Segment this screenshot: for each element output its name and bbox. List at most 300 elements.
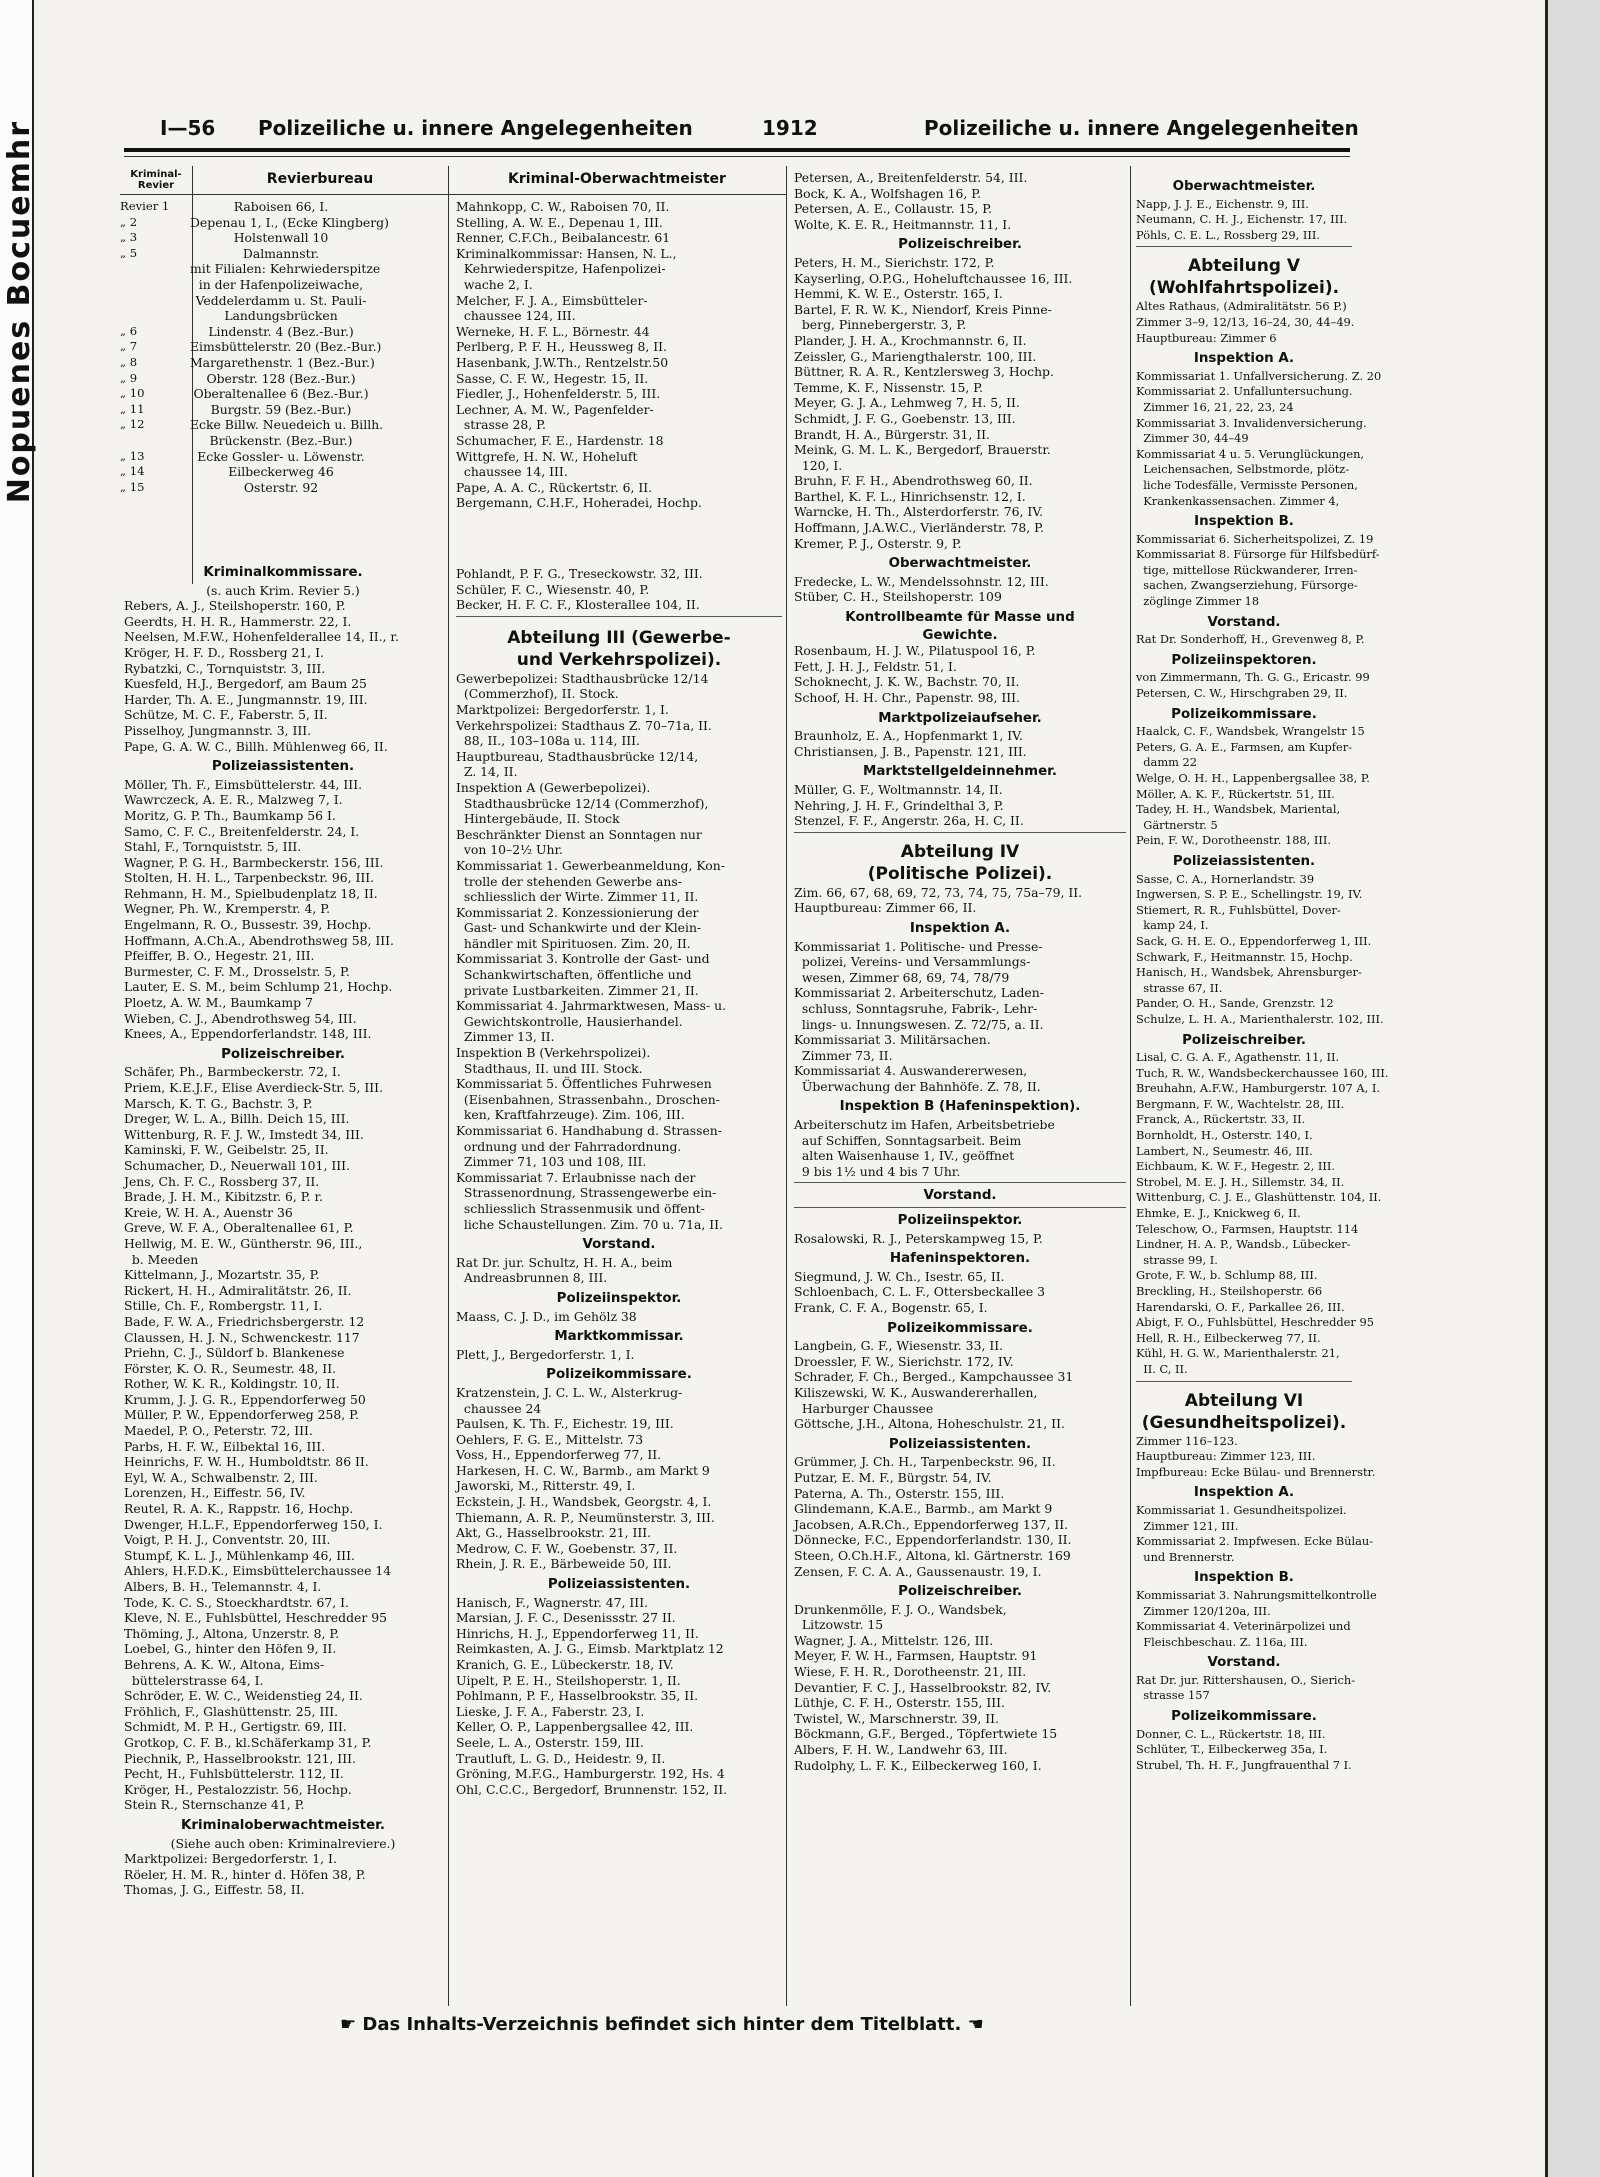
entry-line: Harburger Chaussee: [794, 1400, 934, 1416]
entry-line: Fett, J. H. J., Feldstr. 51, I.: [794, 658, 957, 674]
entry-line: Bergmann, F. W., Wachtelstr. 28, III.: [1136, 1096, 1345, 1111]
entry-line: Sasse, C. A., Hornerlandstr. 39: [1136, 871, 1315, 886]
entry-line: Schütze, M. C. F., Faberstr. 5, II.: [124, 707, 328, 723]
entry-line: Fredecke, L. W., Mendelssohnstr. 12, III.: [794, 573, 1049, 589]
revier-bureau: Veddelerdamm u. St. Pauli-: [195, 292, 367, 308]
entry-line: Rat Dr. Sonderhoff, H., Grevenweg 8, P.: [1136, 632, 1365, 647]
revier-number: [120, 277, 190, 293]
entry-line: von Zimmermann, Th. G. G., Ericastr. 99: [1136, 670, 1370, 685]
column-rule: [1130, 166, 1131, 2006]
entry-line: Zimmer 121, III.: [1136, 1518, 1239, 1533]
revier-number: „ 12: [120, 417, 145, 432]
entry-line: Barthel, K. F. L., Hinrichsenstr. 12, I.: [794, 488, 1026, 504]
entry-line: Schankwirtschaften, öffentliche und: [456, 967, 692, 983]
revier-bureau: Eimsbüttelerstr. 20 (Bez.-Bur.): [190, 339, 382, 355]
entry-line: chaussee 24: [456, 1400, 542, 1416]
page-number: I—56: [160, 116, 216, 140]
heading-vorstand: Vorstand.: [923, 1188, 997, 1204]
entry-line: Haalck, C. F., Wandsbek, Wrangelstr 15: [1136, 724, 1365, 739]
entry-line: Müller, G. F., Woltmannstr. 14, II.: [794, 781, 1003, 797]
revier-row: [120, 199, 448, 215]
entry-line: Schüler, F. C., Wiesenstr. 40, P.: [456, 581, 650, 597]
heading-marktpolizeiaufseher: Marktpolizeiaufseher.: [878, 710, 1042, 726]
entry-line: Pfeiffer, B. O., Hegestr. 21, III.: [124, 948, 315, 964]
entry-line: Inspektion A (Gewerbepolizei).: [456, 779, 651, 795]
entry-line: Impfbureau: Ecke Bülau- und Brennerstr.: [1136, 1464, 1376, 1479]
entry-line: Thiemann, A. R. P., Neumünsterstr. 3, III.: [456, 1509, 715, 1525]
entry-line: Kayserling, O.P.G., Hoheluftchaussee 16, III.: [794, 270, 1073, 286]
entry-line: Zimmer 3–9, 12/13, 16–24, 30, 44–49.: [1136, 314, 1355, 329]
entry-line: Temme, K. F., Nissenstr. 15, P.: [794, 379, 983, 395]
entry-line: Leichensachen, Selbstmorde, plötz-: [1136, 462, 1350, 477]
entry-line: damm 22: [1136, 755, 1198, 770]
col-header-revier: Kriminal- Revier: [130, 169, 182, 191]
entry-line: Hintergebäude, II. Stock: [456, 811, 620, 827]
entry-line: Zeissler, G., Mariengthalerstr. 100, III.: [794, 348, 1037, 364]
entry-line: liche Todesfälle, Vermisste Personen,: [1136, 477, 1358, 492]
revier-bureau: Margarethenstr. 1 (Bez.-Bur.): [190, 354, 375, 370]
entry-line: Bartel, F. R. W. K., Niendorf, Kreis Pinne-: [794, 301, 1052, 317]
entry-line: Hauptbureau: Zimmer 66, II.: [794, 900, 977, 916]
entry-line: Priehn, C. J., Süldorf b. Blankenese: [124, 1345, 345, 1361]
entry-line: Kleve, N. E., Fuhlsbüttel, Heschredder 95: [124, 1610, 387, 1626]
entry-line: Kommissariat 3. Invalidenversicherung.: [1136, 415, 1367, 430]
entry-line: Bock, K. A., Wolfshagen 16, P.: [794, 185, 982, 201]
column-2: [456, 566, 782, 1797]
entry-line: Ploetz, A. W. M., Baumkamp 7: [124, 995, 313, 1011]
entry-line: Plander, J. H. A., Krochmannstr. 6, II.: [794, 332, 1027, 348]
footer-note: [340, 2014, 984, 2035]
spine-text: Nopuenes Bocuemhr: [2, 120, 37, 504]
entry-line: Marktpolizei: Bergedorferstr. 1, I.: [124, 1851, 337, 1867]
column-4: [1136, 174, 1389, 1773]
entry-line: (Eisenbahnen, Strassenbahn., Droschen-: [456, 1091, 720, 1107]
revier-number: „ 14: [120, 464, 145, 479]
entry-line: Rosenbaum, H. J. W., Pilatuspool 16, P.: [794, 643, 1036, 659]
revier-bureau: Ecke Gossler- u. Löwenstr.: [197, 448, 365, 464]
entry-line: Kommissariat 4. Jahrmarktwesen, Mass- u.: [456, 998, 727, 1014]
revier-bureau: Dalmannstr.: [242, 245, 320, 261]
entry-line: wesen, Zimmer 68, 69, 74, 78/79: [794, 969, 1010, 985]
entry-line: Piechnik, P., Hasselbrookstr. 121, III.: [124, 1750, 356, 1766]
revier-row: [120, 215, 448, 231]
revier-bureau: Eilbeckerweg 46: [228, 464, 334, 480]
entry-line: Petersen, A., Breitenfelderstr. 54, III.: [794, 170, 1028, 185]
entry-line: Lüthje, C. F. H., Osterstr. 155, III.: [794, 1695, 1005, 1711]
entry-line: Zimmer 120/120a, III.: [1136, 1603, 1271, 1618]
entry-line: Warncke, H. Th., Alsterdorferstr. 76, IV.: [794, 504, 1044, 520]
heading-inspektion-b: Inspektion B.: [1194, 1570, 1294, 1586]
entry-line: Stadthaus, II. und III. Stock.: [456, 1060, 643, 1076]
entry-line: schluss, Sonntagsruhe, Fabrik-, Lehr-: [794, 1000, 1038, 1016]
revier-row: [120, 339, 448, 355]
revier-row: [120, 480, 448, 496]
entry-line: Droessler, F. W., Sierichstr. 172, IV.: [794, 1353, 1014, 1369]
heading-polizeikommissare: Polizeikommissare.: [546, 1367, 692, 1383]
entry-line: und Brennerstr.: [1136, 1549, 1235, 1564]
entry-line: Trautluft, L. G. D., Heidestr. 9, II.: [456, 1750, 666, 1766]
entry-line: Twistel, W., Marschnerstr. 39, II.: [794, 1710, 999, 1726]
entry-line: Kommissariat 4. Veterinärpolizei und: [1136, 1619, 1351, 1634]
revier-row: [120, 449, 448, 465]
entry-line: Rat Dr. jur. Rittershausen, O., Sierich-: [1136, 1672, 1356, 1687]
entry-line: Pape, G. A. W. C., Billh. Mühlenweg 66, II.: [124, 738, 388, 754]
entry-line: Zimmer 116–123.: [1136, 1433, 1238, 1448]
revier-bureau: Ecke Billw. Neuedeich u. Billh.: [190, 417, 384, 433]
entry-line: Litzowstr. 15: [794, 1617, 884, 1633]
left-running-title: Polizeiliche u. innere Angelegenheiten: [258, 116, 693, 140]
entry-line: Priem, K.E.J.F., Elise Averdieck-Str. 5, III.: [124, 1080, 384, 1095]
revier-row: [120, 230, 448, 246]
entry-line: Hoffmann, J.A.W.C., Vierländerstr. 78, P.: [794, 520, 1044, 536]
revier-number: Revier 1: [120, 199, 170, 213]
entry-line: Eichbaum, K. W. F., Hegestr. 2, III.: [1136, 1159, 1336, 1174]
revier-bureau: Burgstr. 59 (Bez.-Bur.): [210, 401, 352, 417]
revier-row: [120, 402, 448, 418]
entry-line: Maass, C. J. D., im Gehölz 38: [456, 1308, 637, 1324]
entry-line: Bade, F. W. A., Friedrichsbergerstr. 12: [124, 1313, 365, 1329]
entry-line: Meyer, G. J. A., Lehmweg 7, H. 5, II.: [794, 395, 1020, 411]
revier-number: „ 5: [120, 245, 138, 260]
revier-bureau: Landungsbrücken: [224, 308, 338, 324]
entry-line: Ehmke, E. J., Knickweg 6, II.: [1136, 1206, 1301, 1221]
year: 1912: [762, 116, 818, 140]
entry-line: Becker, H. F. C. F., Klosterallee 104, II.: [456, 597, 700, 613]
department-title: Abteilung III (Gewerbe-: [507, 627, 731, 648]
entry-line: Dönnecke, F.C., Eppendorferlandstr. 130, II.: [794, 1532, 1072, 1548]
divider: [456, 616, 782, 617]
entry-line: Langbein, G. F., Wiesenstr. 33, II.: [794, 1338, 1004, 1354]
oberwacht-entry: Bergemann, C.H.F., Hoheradei, Hochp.: [456, 495, 702, 511]
revier-number: „ 3: [120, 230, 138, 245]
heading-kontrollbeamte: Kontrollbeamte für Masse und: [845, 610, 1075, 626]
entry-line: auf Schiffen, Sonntagsarbeit. Beim: [794, 1132, 1022, 1148]
entry-line: Hauptbureau: Zimmer 6: [1136, 330, 1277, 345]
heading-vorstand: Vorstand.: [582, 1237, 656, 1253]
entry-line: Gast- und Schankwirte und der Klein-: [456, 920, 702, 936]
header-rule-thin: [124, 156, 1350, 157]
revier-number: „ 7: [120, 339, 138, 354]
entry-line: Grümmer, J. Ch. H., Tarpenbeckstr. 96, II.: [794, 1454, 1056, 1470]
revier-row: [120, 277, 448, 293]
entry-line: Kommissariat 1. Gesundheitspolizei.: [1136, 1502, 1347, 1517]
entry-line: lings- u. Innungswesen. Z. 72/75, a. II.: [794, 1016, 1044, 1032]
entry-line: Jaworski, M., Ritterstr. 49, I.: [456, 1478, 636, 1494]
entry-line: Müller, P. W., Eppendorferweg 258, P.: [124, 1407, 359, 1423]
entry-line: Rybatzki, C., Tornquiststr. 3, III.: [124, 660, 326, 676]
revier-bureau: Holstenwall 10: [233, 230, 329, 246]
entry-line: Nehring, J. H. F., Grindelthal 3, P.: [794, 797, 1004, 813]
entry-line: Moritz, G. P. Th., Baumkamp 56 I.: [124, 807, 336, 823]
entry-line: Hauptbureau, Stadthausbrücke 12/14,: [456, 748, 699, 764]
entry-line: Teleschow, O., Farmsen, Hauptstr. 114: [1136, 1221, 1359, 1236]
entry-line: Böckmann, G.F., Berged., Töpfertwiete 15: [794, 1726, 1058, 1742]
entry-line: Kranich, G. E., Lübeckerstr. 18, IV.: [456, 1657, 674, 1672]
entry-line: Beschränkter Dienst an Sonntagen nur: [456, 826, 702, 842]
revier-bureau: mit Filialen: Kehrwiederspitze: [190, 261, 381, 277]
heading-marktstellgeldeinnehmer: Marktstellgeldeinnehmer.: [863, 764, 1057, 780]
entry-line: Fleischbeschau. Z. 116a, III.: [1136, 1634, 1308, 1649]
department-subtitle: (Politische Polizei).: [867, 863, 1053, 884]
entry-line: Tadey, H. H., Wandsbek, Mariental,: [1136, 802, 1341, 817]
revier-bureau: Oberstr. 128 (Bez.-Bur.): [206, 370, 356, 386]
entry-line: Stolten, H. H. L., Tarpenbeckstr. 96, III.: [124, 870, 375, 886]
entry-line: Möller, A. K. F., Rückertstr. 51, III.: [1136, 786, 1335, 801]
entry-line: Pander, O. H., Sande, Grenzstr. 12: [1136, 996, 1334, 1011]
entry-line: Stenzel, F. F., Angerstr. 26a, H. C, II.: [794, 813, 1024, 829]
entry-line: Lieske, J. F. A., Faberstr. 23, I.: [456, 1703, 645, 1719]
entry-line: Fröhlich, F., Glashüttenstr. 25, III.: [124, 1703, 339, 1719]
entry-line: Wittenburg, R. F. J. W., Imstedt 34, III.: [124, 1126, 364, 1142]
entry-line: Kommissariat 6. Sicherheitspolizei, Z. 19: [1136, 531, 1374, 546]
entry-line: Rehmann, H. M., Spielbudenplatz 18, II.: [124, 885, 378, 901]
entry-line: Pohlandt, P. F. G., Treseckowstr. 32, III.: [456, 566, 703, 581]
heading-polizeiassistenten: Polizeiassistenten.: [888, 1436, 1032, 1452]
heading-kriminalkommissare: Kriminalkommissare.: [203, 565, 363, 580]
revier-number: „ 15: [120, 479, 145, 494]
entry-line: Abigt, F. O., Fuhlsbüttel, Heschredder 95: [1136, 1315, 1374, 1330]
revier-row: [120, 293, 448, 309]
revier-table-body: [120, 199, 786, 511]
entry-line: Stein R., Sternschanze 41, P.: [124, 1797, 305, 1813]
divider: [794, 832, 1126, 833]
entry-line: Dreger, W. L. A., Billh. Deich 15, III.: [124, 1111, 350, 1127]
right-page-edge: [1545, 0, 1600, 2177]
header-rule: [124, 148, 1350, 152]
entry-line: Akt, G., Hasselbrookstr. 21, III.: [456, 1525, 652, 1541]
entry-line: Rhein, J. R. E., Bärbeweide 50, III.: [456, 1556, 672, 1572]
heading-vorstand: Vorstand.: [1207, 614, 1281, 630]
entry-line: Gewichtskontrolle, Hausierhandel.: [456, 1013, 683, 1029]
oberwacht-entry: Werneke, H. F. L., Börnestr. 44: [456, 323, 650, 339]
heading-polizeikommissare: Polizeikommissare.: [887, 1320, 1033, 1336]
entry-line: Schrader, F. Ch., Berged., Kampchaussee 31: [794, 1369, 1074, 1385]
heading-oberwachtmeister: Oberwachtmeister.: [1172, 179, 1316, 194]
entry-line: Ohl, C.C.C., Bergedorf, Brunnenstr. 152, II.: [456, 1781, 728, 1797]
entry-line: Jacobsen, A.R.Ch., Eppendorferweg 137, II.: [794, 1516, 1069, 1532]
entry-line: Altes Rathaus, (Admiralitätstr. 56 P.): [1136, 299, 1347, 314]
entry-line: Lisal, C. G. A. F., Agathenstr. 11, II.: [1136, 1050, 1340, 1065]
heading-inspektion-b: Inspektion B.: [1194, 514, 1294, 530]
entry-line: Petersen, C. W., Hirschgraben 29, II.: [1136, 686, 1348, 701]
entry-line: Kommissariat 8. Fürsorge für Hilfsbedürf-: [1136, 547, 1380, 562]
entry-line: Göttsche, J.H., Altona, Hoheschulstr. 21, II.: [794, 1416, 1065, 1432]
entry-line: Wiese, F. H. R., Dorotheenstr. 21, III.: [794, 1664, 1027, 1680]
entry-line: Eckstein, J. H., Wandsbek, Georgstr. 4, I.: [456, 1494, 712, 1510]
entry-line: Pisselhoy, Jungmannstr. 3, III.: [124, 722, 312, 738]
entry-line: Kittelmann, J., Mozartstr. 35, P.: [124, 1267, 320, 1283]
entry-line: Marsch, K. T. G., Bachstr. 3, P.: [124, 1095, 313, 1111]
entry-line: Franck, A., Rückertstr. 33, II.: [1136, 1112, 1306, 1127]
revier-number: [120, 433, 190, 449]
divider: [1136, 1381, 1352, 1382]
heading-inspektion-a: Inspektion A.: [1193, 1485, 1295, 1501]
entry-line: Kommissariat 2. Impfwesen. Ecke Bülau-: [1136, 1534, 1374, 1549]
entry-line: Kommissariat 3. Kontrolle der Gast- und: [456, 951, 710, 967]
entry-line: Drunkenmölle, F. J. O., Wandsbek,: [794, 1601, 1007, 1617]
entry-line: Krankenkassensachen. Zimmer 4,: [1136, 493, 1340, 508]
revier-bureau: Raboisen 66, I.: [233, 199, 329, 214]
oberwacht-entry: Mahnkopp, C. W., Raboisen 70, II.: [456, 199, 670, 214]
revier-row: [120, 246, 448, 262]
heading-polizeikommissare: Polizeikommissare.: [1171, 706, 1317, 722]
entry-line: strasse 157: [1136, 1688, 1210, 1703]
entry-line: Wieben, C. J., Abendrothsweg 54, III.: [124, 1010, 357, 1026]
oberwacht-entry: Kehrwiederspitze, Hafenpolizei-: [456, 261, 666, 277]
entry-line: schliesslich der Wirte. Zimmer 11, II.: [456, 889, 699, 905]
entry-line: Peters, H. M., Sierichstr. 172, P.: [794, 254, 995, 270]
entry-line: Kommissariat 3. Militärsachen.: [794, 1032, 991, 1048]
revier-number: „ 11: [120, 401, 145, 416]
revier-bureau: Brückenstr. (Bez.-Bur.): [209, 432, 353, 448]
entry-line: Kröger, H. F. D., Rossberg 21, I.: [124, 644, 324, 660]
revier-bureau: in der Hafenpolizeiwache,: [198, 276, 364, 292]
entry-line: Burmester, C. F. M., Drosselstr. 5, P.: [124, 963, 350, 979]
entry-line: Schoof, H. H. Chr., Papenstr. 98, III.: [794, 690, 1021, 705]
entry-line: Strubel, Th. H. F., Jungfrauenthal 7 I.: [1136, 1757, 1352, 1772]
entry-line: Gärtnerstr. 5: [1136, 817, 1218, 832]
revier-bureau: Oberaltenallee 6 (Bez.-Bur.): [193, 386, 369, 402]
entry-line: Reutel, R. A. K., Rappstr. 16, Hochp.: [124, 1501, 354, 1517]
entry-line: Thöming, J., Altona, Unzerstr. 8, P.: [124, 1625, 340, 1641]
entry-line: Jens, Ch. F. C., Rossberg 37, II.: [124, 1173, 320, 1189]
entry-line: Meink, G. M. L. K., Bergedorf, Brauerstr.: [794, 442, 1051, 458]
entry-line: Hell, R. H., Eilbeckerweg 77, II.: [1136, 1330, 1321, 1345]
oberwacht-entry: Schumacher, F. E., Hardenstr. 18: [456, 432, 664, 448]
entry-line: Kuesfeld, H.J., Bergedorf, am Baum 25: [124, 676, 367, 692]
entry-line: Überwachung der Bahnhöfe. Z. 78, II.: [794, 1078, 1041, 1094]
heading-inspektion-a: Inspektion A.: [1193, 351, 1295, 367]
entry-line: Gewerbepolizei: Stadthausbrücke 12/14: [456, 670, 709, 686]
revier-number: [120, 261, 190, 277]
entry-line: Stahl, F., Tornquiststr. 5, III.: [124, 839, 302, 855]
entry-line: Röeler, H. M. R., hinter d. Höfen 38, P.: [124, 1866, 366, 1882]
heading-inspektion-b: Inspektion B (Hafeninspektion).: [839, 1099, 1081, 1115]
oberwacht-entry: Hasenbank, J.W.Th., Rentzelstr.50: [456, 354, 669, 370]
hand-pointer-icon: ☚: [961, 2014, 984, 2035]
hand-pointer-icon: ☛: [340, 2014, 363, 2035]
entry-line: Wittenburg, C. J. E., Glashüttenstr. 104, II.: [1136, 1190, 1382, 1205]
entry-line: berg, Pinnebergerstr. 3, P.: [794, 317, 967, 333]
divider: [1136, 246, 1352, 247]
oberwacht-entry: Sasse, C. F. W., Hegestr. 15, II.: [456, 370, 649, 386]
left-binding-strip: [0, 0, 37, 2177]
revier-number: „ 8: [120, 354, 138, 369]
entry-line: Reimkasten, A. J. G., Eimsb. Marktplatz 12: [456, 1641, 724, 1657]
heading-polizeiinspektor: Polizeiinspektor.: [556, 1290, 682, 1306]
entry-line: Hemmi, K. W. E., Osterstr. 165, I.: [794, 286, 1003, 302]
entry-line: Kröger, H., Pestalozzistr. 56, Hochp.: [124, 1781, 352, 1797]
entry-line: Kommissariat 4. Auswandererwesen,: [794, 1063, 1028, 1079]
oberwacht-entry: Melcher, F. J. A., Eimsbütteler-: [456, 292, 648, 308]
entry-line: Bornholdt, H., Osterstr. 140, I.: [1136, 1128, 1313, 1143]
directory-page: [120, 104, 1389, 2084]
entry-line: Engelmann, R. O., Bussestr. 39, Hochp.: [124, 917, 372, 933]
entry-line: Claussen, H. J. N., Schwenckestr. 117: [124, 1329, 360, 1345]
oberwacht-entry: Kriminalkommissar: Hansen, N. L.,: [456, 245, 677, 261]
column-3: [794, 170, 1126, 1773]
heading-polizeischreiber: Polizeischreiber.: [898, 237, 1022, 253]
oberwacht-entry: Fiedler, J., Hohenfelderstr. 5, III.: [456, 386, 661, 402]
heading-polizeiinspektoren: Polizeiinspektoren.: [1171, 652, 1317, 668]
entry-line: Tuch, R. W., Wandsbeckerchaussee 160, III.: [1136, 1065, 1389, 1080]
revier-row: [120, 261, 448, 277]
entry-line: Kratzenstein, J. C. L. W., Alsterkrug-: [456, 1384, 683, 1400]
entry-line: Uipelt, P. E. H., Steilshoperstr. 1, II.: [456, 1672, 681, 1688]
entry-line: Napp, J. J. E., Eichenstr. 9, III.: [1136, 196, 1309, 211]
col-header-oberwacht: Kriminal-Oberwachtmeister: [508, 171, 726, 188]
note: (s. auch Krim. Revier 5.): [206, 582, 360, 598]
department-title: Abteilung V: [1187, 256, 1301, 277]
department-subtitle: (Gesundheitspolizei).: [1141, 1412, 1347, 1433]
entry-line: Kremer, P. J., Osterstr. 9, P.: [794, 535, 962, 551]
entry-line: Albers, F. H. W., Landwehr 63, III.: [794, 1742, 1008, 1758]
entry-line: Marktpolizei: Bergedorferstr. 1, I.: [456, 701, 669, 717]
entry-line: Bruhn, F. F. H., Abendrothsweg 60, II.: [794, 473, 1033, 489]
entry-line: Steen, O.Ch.H.F., Altona, kl. Gärtnerstr. 169: [794, 1547, 1071, 1563]
entry-line: Schäfer, Ph., Barmbeckerstr. 72, I.: [124, 1064, 341, 1080]
entry-line: Andreasbrunnen 8, III.: [456, 1270, 608, 1286]
entry-line: Harkesen, H. C. W., Barmb., am Markt 9: [456, 1462, 710, 1478]
oberwacht-entry: strasse 28, P.: [456, 417, 546, 433]
entry-line: Zim. 66, 67, 68, 69, 72, 73, 74, 75, 75a–79, II.: [794, 884, 1083, 900]
entry-line: Pecht, H., Fuhlsbüttelerstr. 112, II.: [124, 1766, 344, 1782]
entry-line: Grotkop, C. F. B., kl.Schäferkamp 31, P.: [124, 1734, 372, 1750]
heading-vorstand: Vorstand.: [1207, 1655, 1281, 1671]
revier-bureau: Lindenstr. 4 (Bez.-Bur.): [208, 323, 354, 339]
entry-line: Tode, K. C. S., Stoeckhardtstr. 67, I.: [124, 1594, 349, 1610]
entry-line: sachen, Zwangserziehung, Fürsorge-: [1136, 578, 1358, 593]
entry-line: Z. 14, II.: [456, 764, 518, 780]
entry-line: Neelsen, M.F.W., Hohenfelderallee 14, II., r.: [124, 629, 399, 645]
entry-line: Stadthausbrücke 12/14 (Commerzhof),: [456, 795, 709, 811]
heading-polizeischreiber: Polizeischreiber.: [221, 1046, 345, 1062]
revier-row: [120, 324, 448, 340]
entry-line: Eyl, W. A., Schwalbenstr. 2, III.: [124, 1469, 318, 1485]
entry-line: Kommissariat 4 u. 5. Verunglückungen,: [1136, 446, 1365, 461]
divider: [794, 1182, 1126, 1183]
entry-line: Brade, J. H. M., Kibitzstr. 6, P. r.: [124, 1189, 323, 1205]
heading-polizeiassistenten: Polizeiassistenten.: [211, 759, 355, 775]
revier-table-header: [120, 166, 786, 195]
entry-line: 9 bis 1½ und 4 bis 7 Uhr.: [794, 1163, 961, 1179]
entry-line: Zimmer 71, 103 und 108, III.: [456, 1154, 647, 1170]
entry-line: Schmidt, J. F. G., Goebenstr. 13, III.: [794, 410, 1016, 426]
divider: [794, 1207, 1126, 1208]
revier-list: [120, 199, 448, 511]
entry-line: Schoknecht, J. K. W., Bachstr. 70, II.: [794, 674, 1020, 690]
revier-number: [120, 293, 190, 309]
entry-line: Wegner, Ph. W., Kremperstr. 4, P.: [124, 901, 331, 917]
entry-line: Kommissariat 1. Politische- und Presse-: [794, 938, 1043, 954]
entry-line: Kommissariat 3. Nahrungsmittelkontrolle: [1136, 1587, 1377, 1602]
entry-line: Pöhls, C. E. L., Rossberg 29, III.: [1136, 227, 1321, 242]
entry-line: Schlüter, T., Eilbeckerweg 35a, I.: [1136, 1742, 1328, 1757]
entry-line: strasse 99, I.: [1136, 1252, 1218, 1267]
heading-oberwachtmeister: Oberwachtmeister.: [888, 556, 1032, 572]
entry-line: Arbeiterschutz im Hafen, Arbeitsbetriebe: [794, 1117, 1055, 1133]
heading-kontrollbeamte-2: Gewichte.: [922, 627, 998, 643]
oberwacht-entry: Pape, A. A. C., Rückertstr. 6, II.: [456, 479, 653, 495]
oberwacht-entry: Wittgrefe, H. N. W., Hoheluft: [456, 448, 638, 464]
entry-line: Meyer, F. W. H., Farmsen, Hauptstr. 91: [794, 1648, 1038, 1664]
entry-line: Zensen, F. C. A. A., Gaussenaustr. 19, I.: [794, 1563, 1042, 1579]
entry-line: Oehlers, F. G. E., Mittelstr. 73: [456, 1431, 644, 1447]
page-header: [120, 116, 1359, 146]
entry-line: Verkehrspolizei: Stadthaus Z. 70–71a, II.: [456, 717, 712, 733]
entry-line: Stumpf, K. L. J., Mühlenkamp 46, III.: [124, 1547, 355, 1563]
entry-line: Kommissariat 2. Konzessionierung der: [456, 904, 699, 920]
